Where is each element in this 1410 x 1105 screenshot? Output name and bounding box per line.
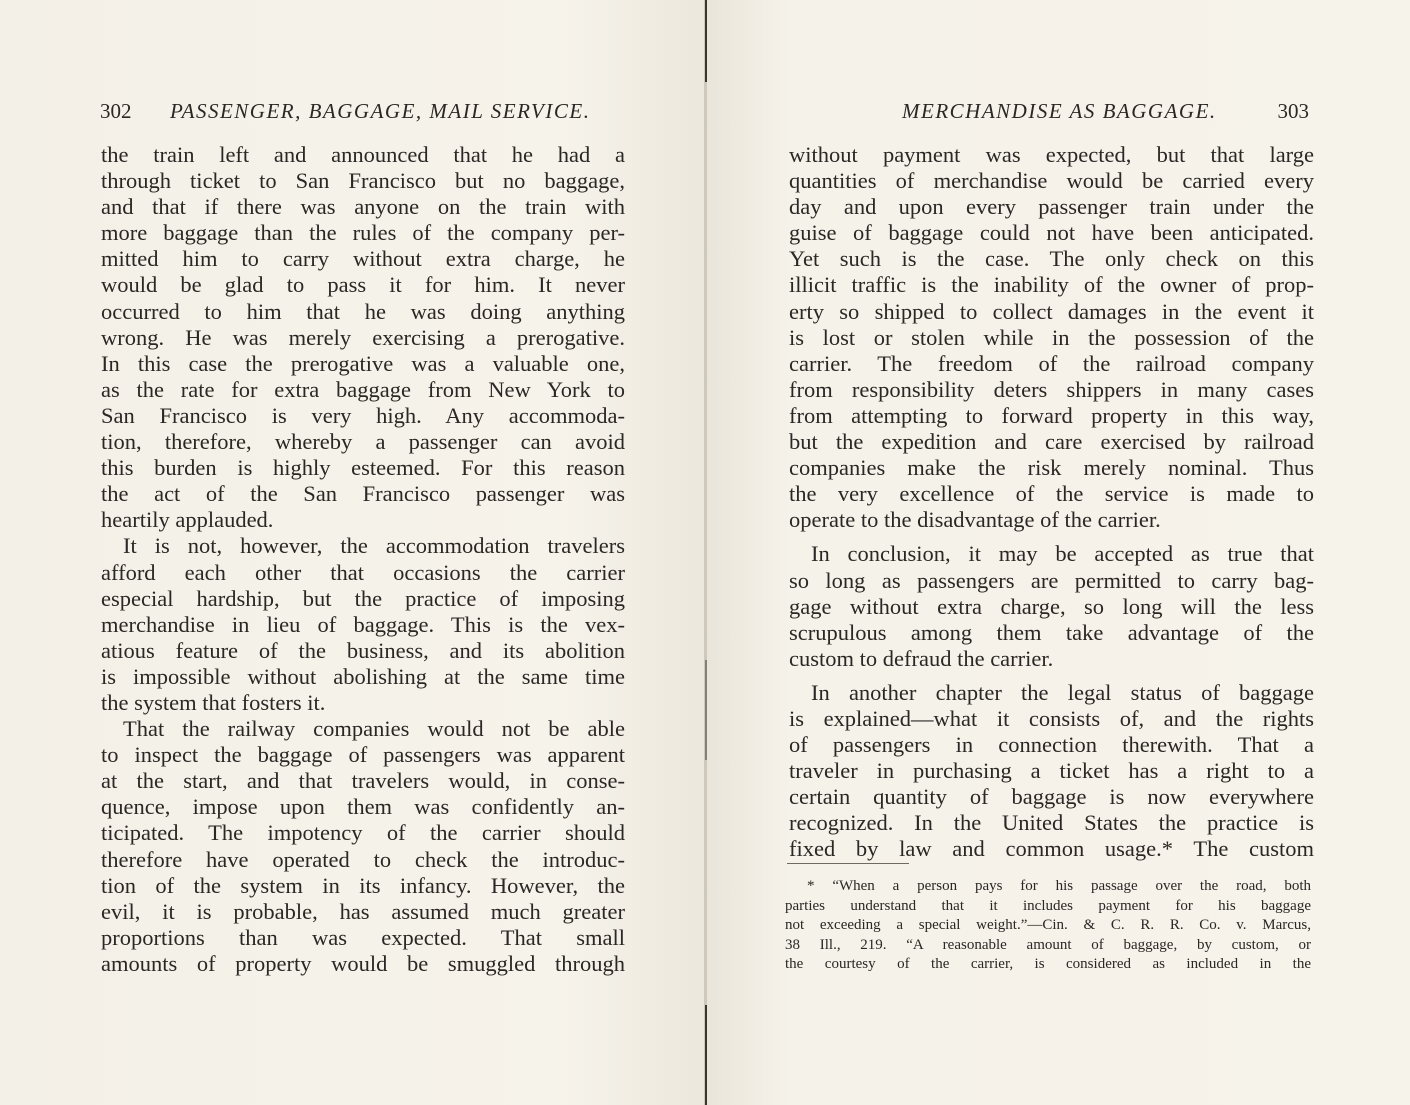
text-line: That the railway companies would not be able — [123, 716, 625, 742]
text-line: without payment was expected, but that large — [789, 142, 1314, 167]
gutter-shadow-mid — [705, 660, 707, 760]
text-line: tion of the system in its infancy. However, the — [101, 872, 625, 898]
text-line: gage without extra charge, so long will the less — [789, 593, 1314, 619]
text-line: would be glad to pass it for him. It never — [101, 272, 625, 298]
text-line: operate to the disadvantage of the carrier. — [789, 507, 1161, 533]
footnote-rule — [787, 863, 909, 864]
text-line: In this case the prerogative was a valuable one, — [101, 350, 625, 376]
text-line: is impossible without abolishing at the same time — [101, 663, 625, 689]
right-running-head — [902, 96, 1309, 126]
book-gutter — [704, 0, 707, 1105]
text-line: as the rate for extra baggage from New York to — [101, 376, 625, 402]
text-line: to inspect the baggage of passengers was apparent — [101, 742, 625, 768]
gutter-shadow-bottom — [705, 1005, 707, 1105]
footnote-line: 38 Ill., 219. “A reasonable amount of baggage, by custom, or — [785, 936, 1311, 953]
text-line: erty so shipped to collect damages in the event it — [789, 298, 1314, 324]
left-body-text — [101, 142, 625, 977]
text-line: is lost or stolen while in the possession of the — [789, 324, 1314, 350]
text-line: fixed by law and common usage.* The custom — [789, 836, 1314, 862]
left-page-number: 302 — [100, 99, 132, 123]
text-line: occurred to him that he was doing anything — [101, 298, 625, 324]
text-line: recognized. In the United States the practice is — [789, 810, 1314, 836]
text-line: therefore have operated to check the introduc- — [101, 846, 625, 872]
text-line: Yet such is the case. The only check on this — [789, 246, 1314, 272]
footnote-line: * “When a person pays for his passage over the road, both — [807, 878, 1311, 894]
text-line: from responsibility deters shippers in many cases — [789, 376, 1314, 402]
text-line: afford each other that occasions the carrier — [101, 559, 625, 585]
text-line: mitted him to carry without extra charge, he — [101, 246, 625, 272]
text-line: from attempting to forward property in this way, — [789, 402, 1314, 428]
text-line: scrupulous among them take advantage of the — [789, 619, 1314, 645]
text-line: quantities of merchandise would be carried every — [789, 168, 1314, 194]
text-line: is explained—what it consists of, and the rights — [789, 705, 1314, 731]
text-line: illicit traffic is the inability of the owner of prop- — [789, 272, 1314, 298]
right-body-text — [789, 142, 1314, 863]
paragraph-gap — [789, 533, 1314, 541]
right-page-number: 303 — [1277, 99, 1309, 123]
text-line: through ticket to San Francisco but no baggage, — [101, 168, 625, 194]
text-line: guise of baggage could not have been anticipated. — [789, 220, 1314, 246]
text-line: of passengers in connection therewith. That a — [789, 732, 1314, 758]
text-line: but the expedition and care exercised by railroad — [789, 429, 1314, 455]
text-line: merchandise in lieu of baggage. This is the vex- — [101, 611, 625, 637]
text-line: at the start, and that travelers would, in conse- — [101, 768, 625, 794]
right-running-title: MERCHANDISE AS BAGGAGE. — [902, 99, 1217, 123]
footnote-line: parties understand that it includes payment for his baggage — [785, 897, 1311, 914]
text-line: the act of the San Francisco passenger was — [101, 481, 625, 507]
text-line: so long as passengers are permitted to carry bag- — [789, 567, 1314, 593]
text-line: It is not, however, the accommodation travelers — [123, 533, 625, 559]
paragraph-gap — [789, 672, 1314, 680]
text-line: and that if there was anyone on the train with — [101, 194, 625, 220]
text-line: more baggage than the rules of the company per- — [101, 220, 625, 246]
text-line: especial hardship, but the practice of imposing — [101, 585, 625, 611]
text-line: evil, it is probable, has assumed much greater — [101, 898, 625, 924]
text-line: this burden is highly esteemed. For this reason — [101, 455, 625, 481]
footnote — [785, 877, 1311, 975]
text-line: proportions than was expected. That small — [101, 924, 625, 950]
text-line: carrier. The freedom of the railroad company — [789, 350, 1314, 376]
gutter-shadow-top — [705, 0, 707, 82]
text-line: ticipated. The impotency of the carrier should — [101, 820, 625, 846]
text-line: custom to defraud the carrier. — [789, 645, 1054, 671]
text-line: quence, impose upon them was confidently an- — [101, 794, 625, 820]
text-line: day and upon every passenger train under the — [789, 194, 1314, 220]
footnote-line: not exceeding a special weight.”—Cin. & C. R. R. Co. v. Marcus, — [785, 917, 1311, 933]
text-line: companies make the risk merely nominal. Thus — [789, 455, 1314, 481]
text-line: In another chapter the legal status of baggage — [811, 679, 1314, 705]
text-line: tion, therefore, whereby a passenger can avoid — [101, 429, 625, 455]
text-line: the very excellence of the service is made to — [789, 481, 1314, 507]
text-line: the train left and announced that he had a — [101, 142, 625, 167]
text-line: heartily applauded. — [101, 507, 274, 533]
left-running-head — [100, 96, 630, 126]
text-line: In conclusion, it may be accepted as true that — [811, 541, 1314, 567]
text-line: the system that fosters it. — [101, 689, 326, 715]
text-line: wrong. He was merely exercising a prerogative. — [101, 324, 625, 350]
footnote-line: the courtesy of the carrier, is considered as included in the — [785, 956, 1311, 972]
text-line: amounts of property would be smuggled through — [101, 950, 625, 976]
text-line: San Francisco is very high. Any accommoda- — [101, 402, 625, 428]
text-line: certain quantity of baggage is now everywhere — [789, 784, 1314, 810]
text-line: atious feature of the business, and its abolition — [101, 637, 625, 663]
text-line: traveler in purchasing a ticket has a right to a — [789, 758, 1314, 784]
left-running-title: PASSENGER, BAGGAGE, MAIL SERVICE. — [170, 99, 591, 123]
